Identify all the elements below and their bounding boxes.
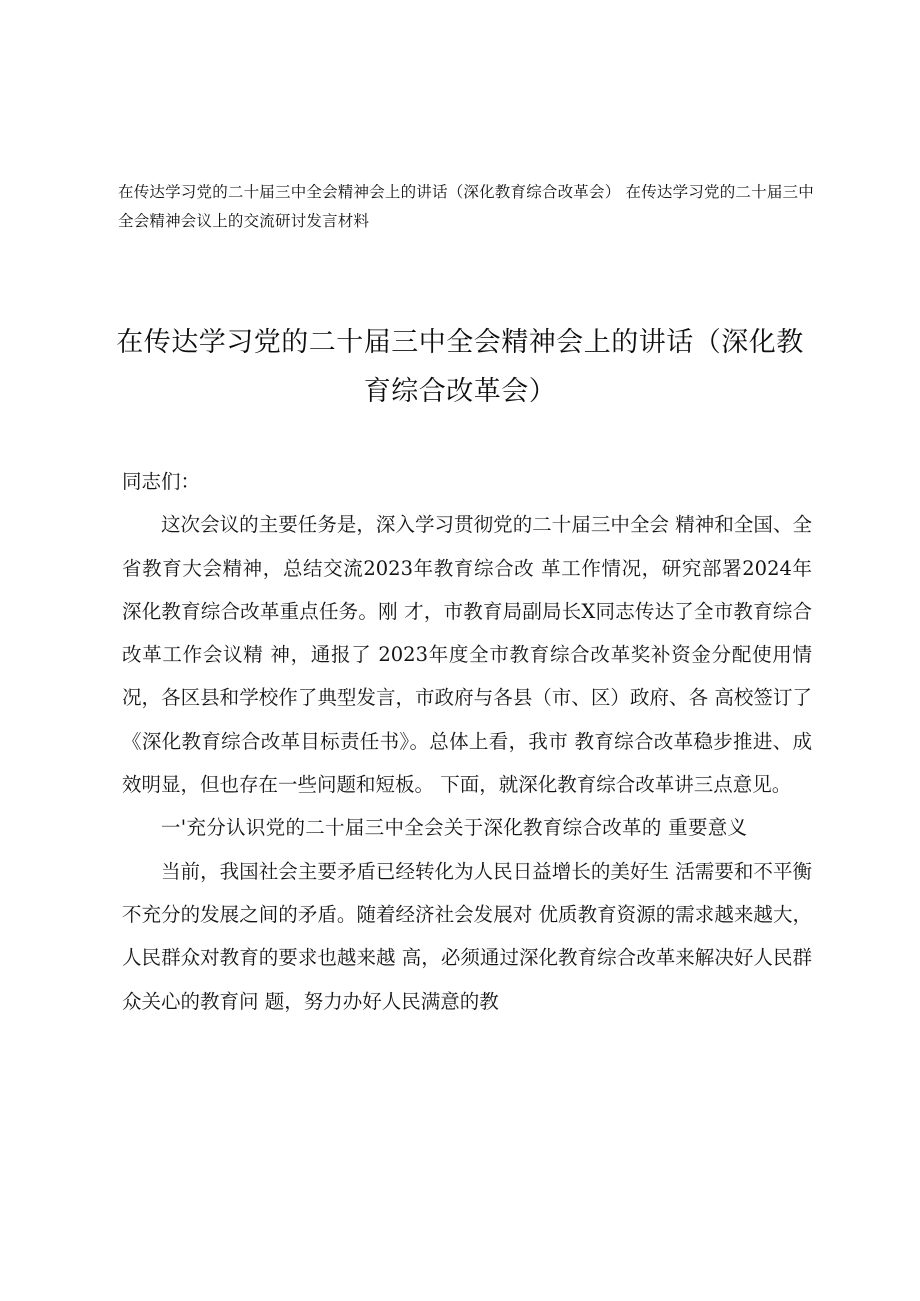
- document-title: 在传达学习党的二十届三中全会精神会上的讲话（深化教育综合改革会）: [116, 327, 804, 407]
- paragraph-intro: 这次会议的主要任务是，深入学习贯彻党的二十届三中全会 精神和全国、全省教育大会精神，总结交流2023年教育综合改 革工作情况，研究部署2024年深化教育综合改革重点任务。刚 才，市教育局副局长X同志传达了全市教育综合改革工作会议精 神，通报了 2023年度全市教育综合改革奖补资金分配使用情况，各区县和学校作了典型发言，市政府与各县（市、区）政府、各 高校签订了《深化教育综合改革目标责任书》。总体上看，我市 教育综合改革稳步推进、成效明显，但也存在一些问题和短板。 下面，就深化教育综合改革讲三点意见。: [122, 513, 812, 797]
- section-heading-one: 一'充分认识党的二十届三中全会关于深化教育综合改革的 重要意义: [161, 816, 748, 840]
- document-body: [122, 460, 812, 1023]
- salutation: 同志们：: [122, 470, 201, 493]
- paragraph-section-one: 当前，我国社会主要矛盾已经转化为人民日益增长的美好生 活需要和不平衡不充分的发展之间的矛盾。随着经济社会发展对 优质教育资源的需求越来越大，人民群众对教育的要求也越来越 高，必须通过深化教育综合改革来解决好人民群众关心的教育问 题，努力办好人民满意的教: [122, 859, 812, 1013]
- document-header-line: 在传达学习党的二十届三中全会精神会上的讲话（深化教育综合改革会） 在传达学习党的二十届三中全会精神会议上的交流研讨发言材料: [118, 183, 814, 230]
